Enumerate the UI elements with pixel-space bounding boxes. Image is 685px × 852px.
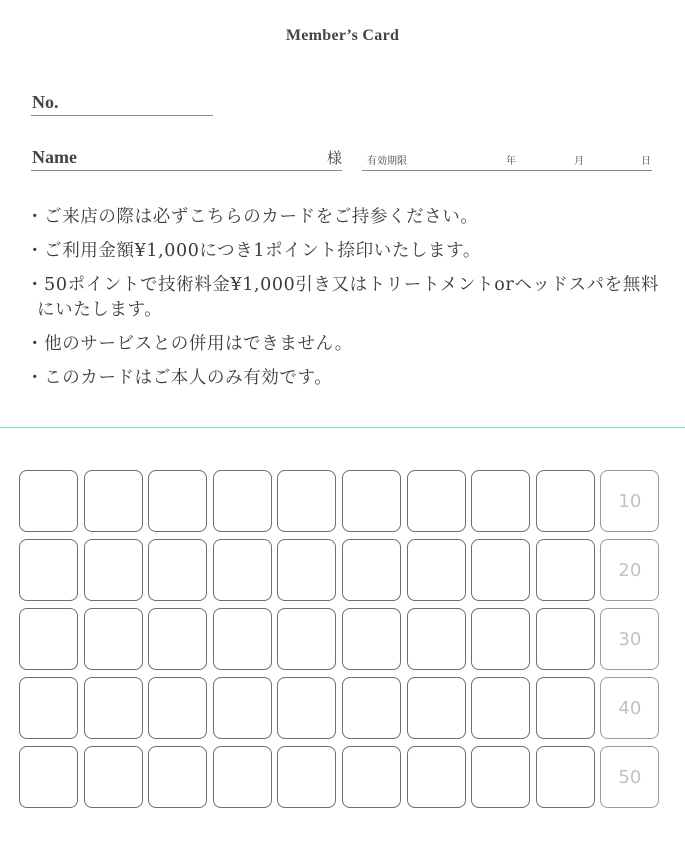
stamp-box[interactable]	[471, 677, 530, 739]
stamp-box[interactable]	[84, 677, 143, 739]
stamp-box[interactable]	[277, 539, 336, 601]
stamp-box[interactable]	[277, 677, 336, 739]
stamp-box[interactable]	[148, 539, 207, 601]
stamp-box[interactable]	[536, 470, 595, 532]
stamp-box[interactable]	[277, 608, 336, 670]
stamp-box[interactable]	[600, 539, 659, 601]
member-name-label: Name	[32, 147, 77, 167]
stamp-box[interactable]	[84, 608, 143, 670]
stamp-box[interactable]	[342, 470, 401, 532]
stamp-box[interactable]	[600, 608, 659, 670]
member-name-field[interactable]	[31, 148, 342, 171]
stamp-box[interactable]	[536, 677, 595, 739]
stamp-box[interactable]	[277, 470, 336, 532]
honorific-suffix: 様	[326, 149, 342, 167]
expiry-year-unit: 年	[506, 156, 516, 167]
stamp-box[interactable]	[19, 746, 78, 808]
stamp-box[interactable]	[213, 677, 272, 739]
expiry-day-unit: 日	[641, 156, 651, 167]
stamp-box[interactable]	[213, 470, 272, 532]
stamp-box[interactable]	[600, 677, 659, 739]
stamp-count-label: 20	[618, 560, 642, 581]
stamp-box[interactable]	[84, 539, 143, 601]
stamp-box[interactable]	[342, 539, 401, 601]
terms-item: ・ご利用金額¥1,000につき1ポイント捺印いたします。	[26, 241, 481, 261]
stamp-box[interactable]	[536, 608, 595, 670]
card-title: Member’s Card	[285, 27, 400, 44]
stamp-count-label: 30	[618, 629, 642, 650]
stamp-box[interactable]	[19, 677, 78, 739]
stamp-box[interactable]	[600, 746, 659, 808]
stamp-box[interactable]	[407, 539, 466, 601]
stamp-grid	[19, 470, 660, 808]
stamp-box[interactable]	[148, 677, 207, 739]
stamp-count-label: 50	[618, 767, 642, 788]
stamp-box[interactable]	[471, 608, 530, 670]
stamp-box[interactable]	[19, 608, 78, 670]
stamp-box[interactable]	[277, 746, 336, 808]
stamp-box[interactable]	[342, 608, 401, 670]
stamp-box[interactable]	[84, 470, 143, 532]
terms-item: ・50ポイントで技術料金¥1,000引き又はトリートメントorヘッドスパを無料にいたします。	[26, 275, 659, 320]
terms-item: ・他のサービスとの併用はできません。	[26, 334, 353, 354]
stamp-box[interactable]	[471, 746, 530, 808]
stamp-box[interactable]	[148, 746, 207, 808]
member-number-field[interactable]	[31, 93, 213, 116]
stamp-count-label: 10	[618, 491, 642, 512]
expiry-date-field[interactable]	[362, 148, 652, 171]
stamp-box[interactable]	[600, 470, 659, 532]
stamp-box[interactable]	[342, 746, 401, 808]
stamp-box[interactable]	[407, 608, 466, 670]
stamp-box[interactable]	[407, 677, 466, 739]
expiry-date-label: 有効期限	[367, 156, 407, 167]
stamp-box[interactable]	[342, 677, 401, 739]
stamp-box[interactable]	[407, 746, 466, 808]
member-number-label: No.	[32, 92, 59, 112]
stamp-box[interactable]	[536, 539, 595, 601]
stamp-box[interactable]	[213, 746, 272, 808]
stamp-box[interactable]	[536, 746, 595, 808]
stamp-count-label: 40	[618, 698, 642, 719]
stamp-box[interactable]	[84, 746, 143, 808]
stamp-box[interactable]	[471, 539, 530, 601]
stamp-box[interactable]	[213, 608, 272, 670]
stamp-box[interactable]	[19, 470, 78, 532]
stamp-box[interactable]	[471, 470, 530, 532]
section-divider	[0, 427, 685, 428]
terms-item: ・ご来店の際は必ずこちらのカードをご持参ください。	[26, 207, 479, 227]
terms-item: ・このカードはご本人のみ有効です。	[26, 368, 333, 388]
expiry-month-unit: 月	[574, 156, 584, 167]
stamp-box[interactable]	[148, 470, 207, 532]
stamp-box[interactable]	[19, 539, 78, 601]
stamp-box[interactable]	[148, 608, 207, 670]
terms-list	[26, 205, 666, 400]
stamp-box[interactable]	[213, 539, 272, 601]
stamp-box[interactable]	[407, 470, 466, 532]
